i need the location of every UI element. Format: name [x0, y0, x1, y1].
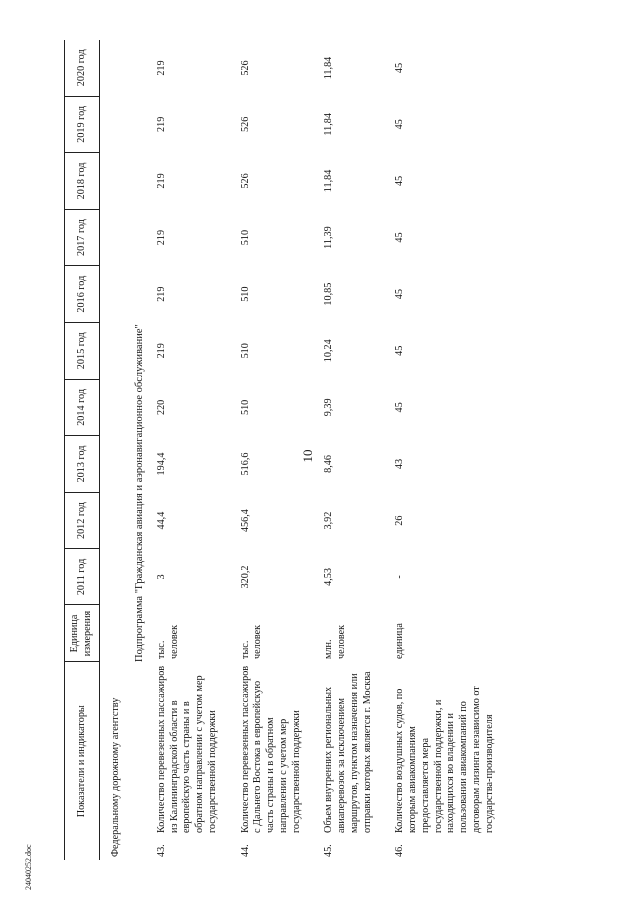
row-value: 11,39: [323, 226, 335, 249]
row-value: 516,6: [239, 452, 251, 476]
row-value: 11,84: [323, 169, 335, 193]
row-unit: тыс. человек: [155, 624, 180, 659]
row-value: 219: [155, 60, 167, 76]
row-indicator: Количество перевезенных пассажиров с Дальнего Востока в европейскую часть страны и в обратном направлении с учетом мер государственной поддержки: [239, 665, 302, 833]
row-number: 45.: [323, 844, 335, 857]
table-header-row: [65, 40, 100, 860]
header-year: 2013 год: [65, 436, 100, 493]
row-value: 526: [239, 60, 251, 76]
row-unit: тыс. человек: [239, 624, 264, 659]
footer-code: 24040252.doc: [24, 844, 33, 890]
header-indicators: Показатели и индикаторы: [65, 662, 100, 860]
row-value: 194,4: [155, 452, 167, 476]
header-year: 2019 год: [65, 96, 100, 153]
row-value: 45: [394, 175, 406, 187]
row-indicator: Количество воздушных судов, по которым авиакомпаниям предоставляется мера государственной поддержки, и находящихся во владении и пользовании авиакомпаний по договорам лизинга независимо от государства-производителя: [394, 686, 495, 833]
table-row: [388, 40, 510, 860]
header-year: 2018 год: [65, 153, 100, 210]
row-indicator: Объем внутренних региональных авиаперевозок за исключением маршрутов, пунктом назначения или отправки которых является г. Москва: [323, 671, 373, 833]
row-value: 8,46: [323, 455, 335, 473]
header-year: 2017 год: [65, 209, 100, 266]
header-year: 2016 год: [65, 266, 100, 323]
row-value: 10,85: [323, 282, 335, 306]
row-value: 219: [155, 286, 167, 302]
row-value: 11,84: [323, 113, 335, 136]
agency-line: Федеральному дорожному агентству: [110, 697, 121, 857]
row-value: 219: [155, 229, 167, 246]
page-number: 10: [300, 449, 315, 463]
table-row: [234, 40, 318, 860]
header-year: 2020 год: [65, 40, 100, 96]
row-value: 510: [239, 286, 251, 302]
row-value: 219: [155, 173, 167, 189]
row-value: 510: [239, 399, 251, 416]
header-unit: Единица измерения: [65, 605, 100, 662]
row-value: 220: [155, 399, 167, 416]
row-value: -: [394, 575, 406, 579]
row-value: 45: [394, 232, 406, 243]
row-value: 45: [394, 402, 406, 413]
header-year: 2012 год: [65, 492, 100, 549]
row-value: 3: [155, 574, 167, 580]
row-value: 45: [394, 289, 406, 300]
header-year: 2015 год: [65, 322, 100, 379]
row-unit: млн. человек: [323, 624, 348, 659]
row-value: 320,2: [239, 565, 251, 589]
indicators-table: [64, 40, 510, 860]
row-value: 10,24: [323, 339, 335, 363]
row-value: 219: [155, 343, 167, 359]
header-year: 2014 год: [65, 379, 100, 436]
agency-row: [100, 40, 129, 860]
table-row: [150, 40, 234, 860]
subprogram-title: Подпрограмма "Гражданская авиация и аэронавигационное обслуживание": [133, 324, 145, 662]
row-value: 45: [394, 119, 406, 130]
row-value: 44,4: [155, 511, 167, 530]
row-value: 4,53: [323, 568, 335, 586]
row-value: 3,92: [323, 511, 335, 530]
row-value: 526: [239, 116, 251, 132]
row-indicator: Количество перевезенных пассажиров из Калининградской области в европейскую часть страны и в обратном направлении с учетом мер государственной поддержки: [155, 665, 218, 833]
row-value: 219: [155, 116, 167, 132]
row-value: 11,84: [323, 56, 335, 80]
row-value: 9,39: [323, 398, 335, 417]
row-value: 526: [239, 173, 251, 189]
row-number: 43.: [155, 844, 167, 857]
row-value: 45: [394, 62, 406, 74]
row-value: 43: [394, 458, 406, 470]
row-number: 44.: [239, 844, 251, 857]
row-value: 456,4: [239, 509, 251, 533]
header-year: 2011 год: [65, 549, 100, 605]
subprogram-row: [129, 40, 150, 860]
row-number: 46.: [394, 844, 406, 857]
indicators-table-frame: [64, 40, 612, 860]
table-row: [317, 40, 388, 860]
row-value: 510: [239, 229, 251, 246]
row-value: 45: [394, 345, 406, 356]
row-value: 26: [394, 515, 406, 526]
row-unit: единица: [394, 623, 406, 659]
row-value: 510: [239, 343, 251, 359]
